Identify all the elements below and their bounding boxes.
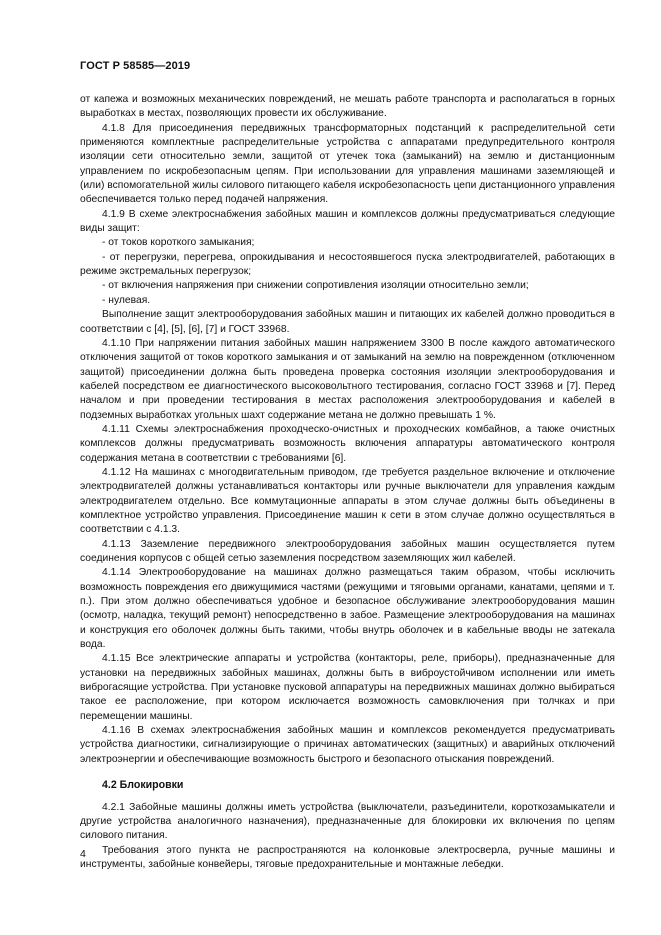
paragraph-4-1-16: 4.1.16 В схемах электроснабжения забойных машин и комплексов рекомендуется предусматривать устройства диагностики, сигнализирующие о причинах автоматических (защитных) и аварийных отключений электроэнергии и обеспечивающие возможность быстрого и безопасного отыскания повреждений.: [80, 725, 615, 765]
paragraph-4-1-13: 4.1.13 Заземление передвижного электрооборудования забойных машин осуществляется путем соединения корпусов с общей сетью заземления посредством заземляющих жил кабелей.: [80, 538, 615, 564]
page-number: 4: [80, 848, 86, 860]
list-item: - от включения напряжения при снижении сопротивления изоляции относительно земли;: [102, 280, 529, 292]
paragraph-4-1-11: 4.1.11 Схемы электроснабжения проходческо-очистных и проходческих комбайнов, а также очистных комплексов должны предусматривать возможность включения аппаратуры автоматического контроля содержания метана в соответствии с требованиями [6].: [80, 423, 615, 464]
paragraph-4-1-14: 4.1.14 Электрооборудование на машинах должно размещаться таким образом, чтобы исключить возможность повреждения его движущимися частями (режущими и тяговыми органами, канатами, цепями и т. п.). При этом должно обеспечиваться удобное и безопасное обслуживание электрооборудования машин (осмотр, наладка, текущий ремонт) непосредственно в забое. Размещение электрооборудования на машинах и конструкция его оболочек должны быть такими, чтобы внутрь оболочек и в кабельные вводы не затекала вода.: [80, 567, 615, 651]
paragraph-4-1-8: 4.1.8 Для присоединения передвижных трансформаторных подстанций к распределительной сети применяются комплектные распределительные устройства с аппаратами предупредительного контроля изоляции сети относительно земли, защитой от утечек тока (замыканий) на землю и дистанционным управлением по искробезопасным цепям. При использовании для управления машинами заземляющей и (или) вспомогательной жилы силового питающего кабеля искробезопасность цепи дистанционного управления обеспечивается только перед подачей напряжения.: [80, 122, 615, 206]
list-item: - от перегрузки, перегрева, опрокидывания и несостоявшегося пуска электродвигателей, работающих в режиме экстремальных перегрузок;: [80, 251, 615, 278]
paragraph-4-1-10: 4.1.10 При напряжении питания забойных машин напряжением 3300 В после каждого автоматического отключения защитой от токов короткого замыкания и от замыканий на землю на поврежденном (отключенном защитой) присоединении должна быть проведена проверка состояния изоляции электрооборудования и кабелей посредством ее диагностического высоковольтного тестирования, согласно ГОСТ 33968 и [7]. Перед началом и при проведении тестирования в местах расположения электрооборудования и кабелей в подземных выработках угольных шахт содержание метана не должно превышать 1 %.: [80, 337, 615, 421]
paragraph-4-2-1-note: Требования этого пункта не распространяются на колонковые электросверла, ручные машины и инструменты, забойные конвейеры, тяговые предохранительные и монтажные лебедки.: [80, 844, 615, 870]
paragraph-4-1-12: 4.1.12 На машинах с многодвигательным приводом, где требуется раздельное включение и отключение электродвигателей должны устанавливаться контакторы или ручные выключатели для управления каждым электродвигателем отдельно. Все коммутационные аппараты в этом случае должны быть объединены в комплектное устройство управления. Присоединение машин к сети в этом случае должно осуществляться в соответствии с 4.1.3.: [80, 466, 615, 536]
document-header: ГОСТ Р 58585—2019: [80, 60, 191, 72]
list-item: - нулевая.: [102, 294, 151, 306]
paragraph-4-2-1: 4.2.1 Забойные машины должны иметь устройства (выключатели, разъединители, короткозамыкатели и другие устройства аналогичного назначения), предназначенные для блокировки их включения по цепям силового питания.: [80, 801, 615, 842]
document-body: [80, 93, 615, 872]
list-item: - от токов короткого замыкания;: [102, 237, 255, 249]
paragraph-protection-reference: Выполнение защит электрооборудования забойных машин и питающих их кабелей должно проводиться в соответствии с [4], [5], [6], [7] и ГОСТ 33968.: [80, 309, 615, 335]
paragraph-continuation: от капежа и возможных механических повреждений, не мешать работе транспорта и располагаться в горных выработках в местах, позволяющих провести их обслуживание.: [80, 94, 615, 120]
section-heading: 4.2 Блокировки: [102, 779, 184, 792]
paragraph-4-1-9: 4.1.9 В схеме электроснабжения забойных машин и комплексов должны предусматриваться следующие виды защит:: [80, 208, 615, 235]
paragraph-4-1-15: 4.1.15 Все электрические аппараты и устройства (контакторы, реле, приборы), предназначенные для установки на передвижных забойных машинах, должны быть в виброустойчивом исполнении или иметь виброгасящие устройства. При установке пусковой аппаратуры на передвижных машинах должно выбираться такое ее расположение, при котором исключается возможность самовключения при толчках и при перемещении машины.: [80, 653, 615, 722]
